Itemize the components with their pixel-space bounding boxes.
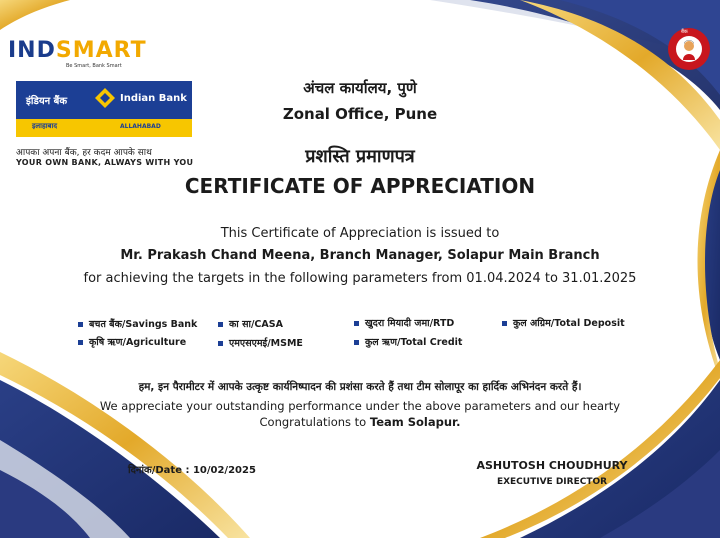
certificate-date: दिनांक/Date : 10/02/2025 xyxy=(128,465,256,476)
bank-name-hindi: इंडियन बैंक xyxy=(26,96,68,107)
issued-line: This Certificate of Appreciation is issued to xyxy=(220,226,500,241)
certificate-title-hindi: प्रशस्ति प्रमाणपत्र xyxy=(305,146,415,167)
parameter-item: एमएसएमई/MSME xyxy=(218,336,303,349)
bullet-icon xyxy=(354,340,359,345)
appreciation-english-line2: Congratulations to Team Solapur. xyxy=(259,415,461,429)
parameter-item: कृषि ऋण/Agriculture xyxy=(78,335,186,348)
bank-tagline-english: YOUR OWN BANK, ALWAYS WITH YOU xyxy=(16,158,194,167)
signer-name: ASHUTOSH CHOUDHURY xyxy=(476,459,628,472)
indsmart-logo: INDSMART xyxy=(8,38,147,63)
recipient-name: Mr. Prakash Chand Meena, Branch Manager, Solapur Main Branch xyxy=(120,248,600,263)
parameter-item: कुल अग्रिम/Total Deposit xyxy=(502,316,625,329)
appreciation-hindi: हम, इन पैरामीटर में आपके उत्कृष्ट कार्यनिष्पादन की प्रशंसा करते हैं तथा टीम सोलापूर का हार्दिक अभिनंदन करते हैं। xyxy=(138,381,582,393)
parameter-item: खुदरा मियादी जमा/RTD xyxy=(354,316,454,329)
emblem-logo xyxy=(668,28,710,70)
zonal-office-english: Zonal Office, Pune xyxy=(282,105,438,123)
signer-designation: EXECUTIVE DIRECTOR xyxy=(496,477,608,487)
bullet-icon xyxy=(218,322,223,327)
parameter-item: कुल ऋण/Total Credit xyxy=(354,335,462,348)
bullet-icon xyxy=(78,322,83,327)
indsmart-tagline: Be Smart, Bank Smart xyxy=(66,63,122,69)
girl-child-icon xyxy=(676,36,702,62)
emblem-text: बैंक xyxy=(681,29,688,35)
certificate-title-english: CERTIFICATE OF APPRECIATION xyxy=(184,174,536,198)
zonal-office-hindi: अंचल कार्यालय, पुणे xyxy=(303,79,417,97)
parameter-item: का सा/CASA xyxy=(218,317,283,330)
bank-sub-english: ALLAHABAD xyxy=(120,123,161,130)
bank-sub-hindi: इलाहाबाद xyxy=(32,122,58,130)
bullet-icon xyxy=(354,321,359,326)
bullet-icon xyxy=(78,340,83,345)
bullet-icon xyxy=(218,341,223,346)
parameter-item: बचत बैंक/Savings Bank xyxy=(78,317,197,330)
achieving-line: for achieving the targets in the following parameters from 01.04.2024 to 31.01.2025 xyxy=(83,271,637,286)
appreciation-english-line1: We appreciate your outstanding performance under the above parameters and our hearty xyxy=(99,399,621,413)
bank-name-english: Indian Bank xyxy=(120,93,187,104)
bank-tagline-hindi: आपका अपना बैंक, हर कदम आपके साथ xyxy=(16,148,152,158)
bullet-icon xyxy=(502,321,507,326)
